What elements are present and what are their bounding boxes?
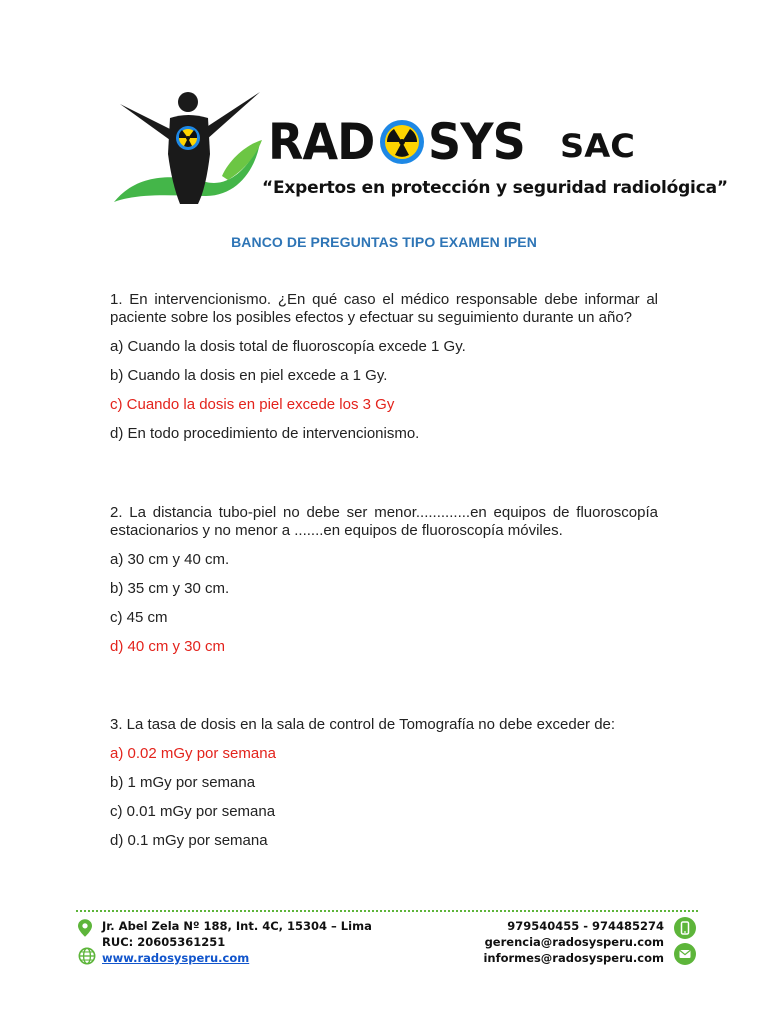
question-1-option-c: c) Cuando la dosis en piel excede los 3 Gy — [110, 396, 395, 413]
question-2-option-a: a) 30 cm y 40 cm. — [110, 551, 230, 568]
question-1-option-d: d) En todo procedimiento de intervencionismo. — [110, 425, 420, 442]
brand-name — [268, 114, 533, 170]
footer-address: Jr. Abel Zela Nº 188, Int. 4C, 15304 – Lima — [102, 919, 372, 933]
question-2-text: 2. La distancia tubo-piel no debe ser menor.............en equipos de fluoroscopía estacionarios y no menor a .......en equipos de fluoroscopía móviles. — [110, 504, 658, 539]
brand-part-1: RAD — [268, 113, 375, 171]
question-2-option-d: d) 40 cm y 30 cm — [110, 638, 226, 655]
question-list — [110, 291, 658, 849]
radiation-person-logo-icon — [110, 84, 270, 220]
question-3-option-a: a) 0.02 mGy por semana — [110, 745, 276, 762]
footer-website-link[interactable]: www.radosysperu.com — [102, 951, 250, 965]
footer-email-gerencia[interactable]: gerencia@radosysperu.com — [484, 935, 664, 949]
phone-icon — [674, 917, 696, 939]
company-tagline: “Expertos en protección y seguridad radiológica” — [262, 178, 728, 198]
envelope-icon — [674, 943, 696, 965]
question-2-option-c: c) 45 cm — [110, 609, 168, 626]
question-1-text: 1. En intervencionismo. ¿En qué caso el médico responsable debe informar al paciente sobre los posibles efectos y efectuar su seguimiento durante un año? — [110, 291, 658, 326]
globe-icon — [78, 947, 96, 965]
question-2 — [110, 504, 658, 667]
footer-ruc: RUC: 20605361251 — [102, 935, 226, 949]
location-pin-icon — [78, 919, 92, 937]
radiation-symbol-icon — [378, 118, 426, 166]
footer-email-informes[interactable]: informes@radosysperu.com — [483, 951, 664, 965]
footer-contact-right — [483, 918, 664, 966]
question-3-text: 3. La tasa de dosis en la sala de control de Tomografía no debe exceder de: — [110, 716, 616, 733]
question-1-option-b: b) Cuando la dosis en piel excede a 1 Gy. — [110, 367, 388, 384]
footer-contact-left — [102, 918, 372, 966]
brand-suffix: SAC — [560, 127, 635, 165]
brand-part-2: SYS — [427, 113, 525, 171]
question-1-option-a: a) Cuando la dosis total de fluoroscopía excede 1 Gy. — [110, 338, 466, 355]
page-footer — [76, 916, 698, 972]
question-3-option-b: b) 1 mGy por semana — [110, 774, 256, 791]
question-3 — [110, 716, 658, 861]
question-1 — [110, 291, 658, 443]
footer-phones: 979540455 - 974485274 — [507, 919, 664, 933]
question-3-option-c: c) 0.01 mGy por semana — [110, 803, 276, 820]
footer-divider — [76, 910, 698, 912]
document-title: BANCO DE PREGUNTAS TIPO EXAMEN IPEN — [231, 234, 537, 250]
question-3-option-d: d) 0.1 mGy por semana — [110, 832, 268, 849]
question-2-option-b: b) 35 cm y 30 cm. — [110, 580, 230, 597]
company-logo — [110, 84, 728, 220]
